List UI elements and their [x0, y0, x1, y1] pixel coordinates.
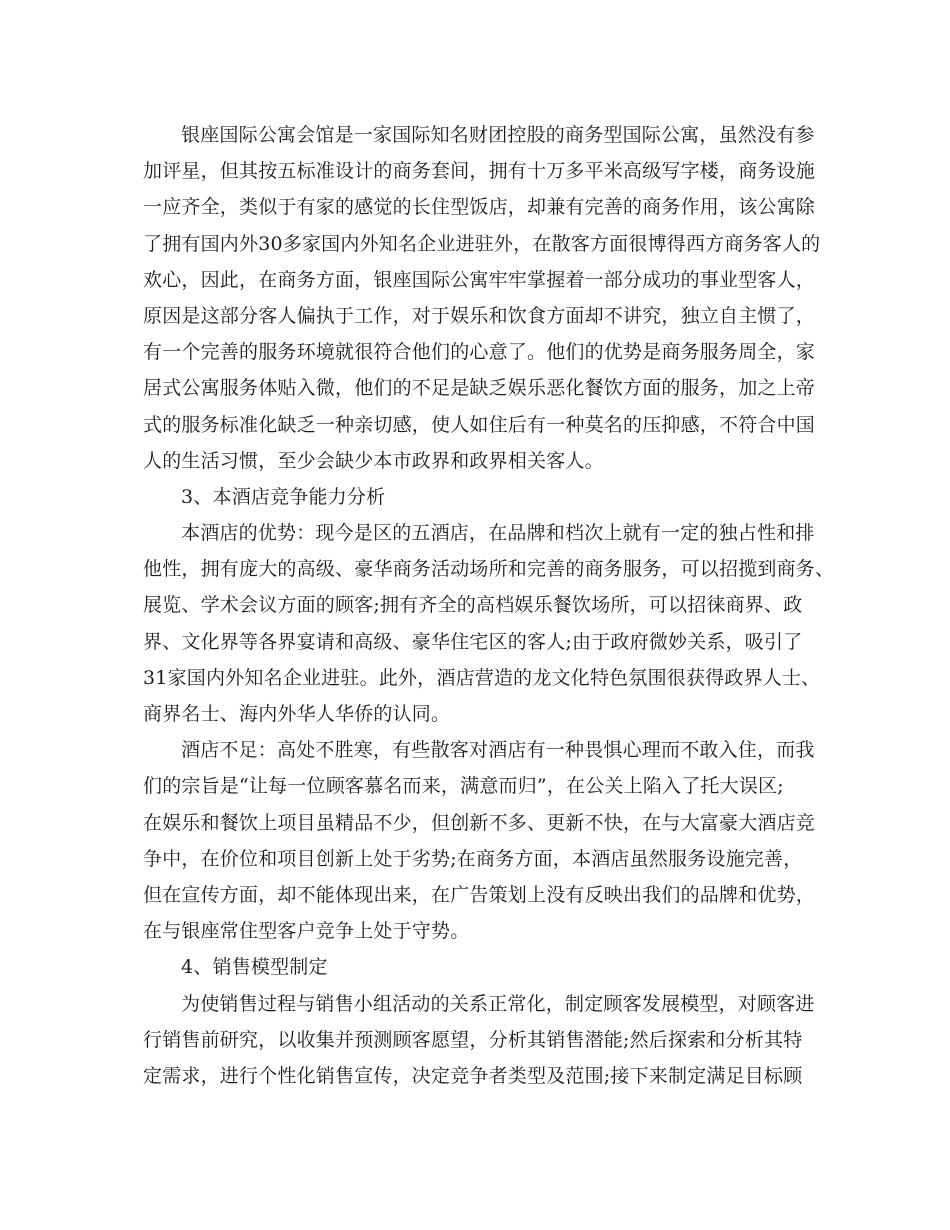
document-page [143, 117, 835, 1094]
text-line: 酒店不足：高处不胜寒，有些散客对酒店有一种畏惧心理而不敢入住，而我 [181, 739, 815, 762]
text-line: 本酒店的优势：现今是区的五酒店，在品牌和档次上就有一定的独占性和排 [181, 522, 815, 545]
text-line: 在娱乐和餐饮上项目虽精品不少，但创新不多、更新不快，在与大富豪大酒店竞 [143, 811, 816, 834]
text-line: 了拥有国内外30多家国内外知名企业进驻外，在散客方面很博得西方商务客人的 [143, 232, 821, 255]
text-line: 但在宣传方面，却不能体现出来，在广告策划上没有反映出我们的品牌和优势， [143, 883, 816, 906]
text-line: 争中，在价位和项目创新上处于劣势;在商务方面，本酒店虽然服务设施完善， [143, 847, 803, 870]
text-line: 展览、学术会议方面的顾客;拥有齐全的高档娱乐餐饮场所，可以招徕商界、政 [143, 594, 803, 617]
text-line: 们的宗旨是“让每一位顾客慕名而来，满意而归”，在公关上陷入了托大误区; [143, 775, 784, 798]
text-line: 31家国内外知名企业进驻。此外，酒店营造的龙文化特色氛围很获得政界人士、 [143, 666, 821, 689]
text-line: 商界名士、海内外华人华侨的认同。 [143, 703, 451, 725]
text-line: 他性，拥有庞大的高级、豪华商务活动场所和完善的商务服务，可以招揽到商务、 [143, 558, 835, 581]
text-line: 行销售前研究，以收集并预测顾客愿望，分析其销售潜能;然后探索和分析其特 [143, 1028, 803, 1051]
text-line: 在与银座常住型客户竞争上处于守势。 [143, 920, 470, 943]
text-line: 式的服务标准化缺乏一种亲切感，使人如住后有一种莫名的压抑感，不符合中国 [143, 413, 816, 436]
text-line: 有一个完善的服务环境就很符合他们的心意了。他们的优势是商务服务周全，家 [143, 341, 816, 364]
text-line: 界、文化界等各界宴请和高级、豪华住宅区的客人;由于政府微妙关系，吸引了 [143, 630, 803, 653]
text-line: 一应齐全，类似于有家的感觉的长住型饭店，却兼有完善的商务作用，该公寓除 [143, 196, 816, 219]
text-line: 欢心，因此，在商务方面，银座国际公寓牢牢掌握着一部分成功的事业型客人， [143, 268, 816, 291]
text-line: 银座国际公寓会馆是一家国际知名财团控股的商务型国际公寓，虽然没有参 [181, 124, 815, 146]
text-line: 加评星，但其按五标准设计的商务套间，拥有十万多平米高级写字楼，商务设施 [143, 160, 816, 183]
text-line: 3、本酒店竞争能力分析 [181, 485, 386, 508]
text-line: 4、销售模型制定 [181, 956, 328, 979]
text-line: 为使销售过程与销售小组活动的关系正常化，制定顾客发展模型，对顾客进 [181, 992, 815, 1015]
text-line: 居式公寓服务体贴入微，他们的不足是缺乏娱乐恶化餐饮方面的服务，加之上帝 [143, 377, 816, 400]
text-line: 原因是这部分客人偏执于工作，对于娱乐和饮食方面却不讲究，独立自主惯了， [143, 304, 816, 327]
text-line: 人的生活习惯，至少会缺少本市政界和政界相关客人。 [143, 449, 604, 472]
text-line: 定需求，进行个性化销售宣传，决定竞争者类型及范围;接下来制定满足目标顾 [143, 1064, 803, 1087]
